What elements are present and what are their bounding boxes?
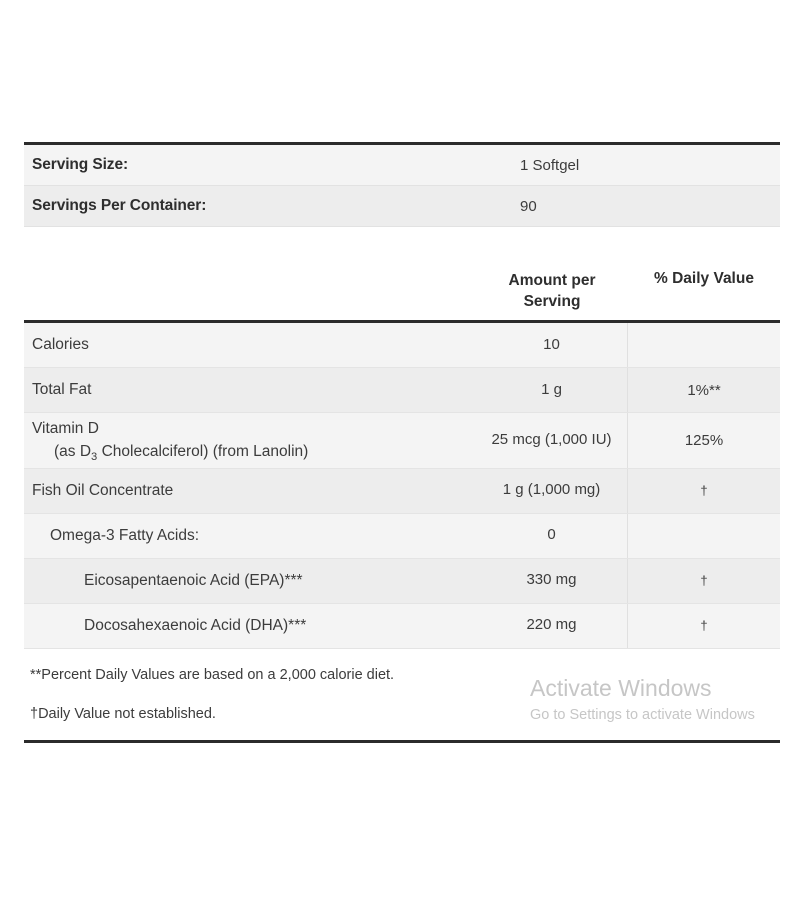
watermark-title: Activate Windows bbox=[530, 675, 712, 701]
amount-total-fat: 1 g bbox=[476, 368, 628, 412]
nutrient-name-total-fat: Total Fat bbox=[32, 381, 92, 399]
watermark-subtitle: Go to Settings to activate Windows bbox=[530, 706, 755, 723]
vitamin-d-subscript: 3 bbox=[91, 451, 98, 464]
daily-value-dha: † bbox=[700, 618, 708, 633]
nutrient-name-vitamin-d bbox=[24, 413, 476, 468]
amount-vitamin-d: 25 mcg (1,000 IU) bbox=[476, 413, 628, 468]
facts-table-header bbox=[24, 252, 780, 323]
servings-per-container-row bbox=[24, 186, 780, 227]
vitamin-d-source-label: (as $D_3$ Cholecalciferol) (from Lanolin) bbox=[54, 443, 309, 464]
table-row bbox=[24, 413, 780, 469]
amount-fish-oil-concentrate: 1 g (1,000 mg) bbox=[476, 469, 628, 513]
servings-per-container-label: Servings Per Container: bbox=[32, 197, 207, 214]
nutrient-name-calories: Calories bbox=[32, 336, 89, 354]
nutrient-name-dha: Docosahexaenoic Acid (DHA)*** bbox=[84, 616, 307, 634]
daily-value-calories bbox=[628, 323, 780, 367]
daily-value-epa: † bbox=[700, 573, 708, 588]
serving-size-value: 1 Softgel bbox=[520, 156, 580, 174]
header-daily-value: % Daily Value bbox=[654, 270, 754, 288]
supplement-facts-table bbox=[24, 252, 780, 743]
amount-calories: 10 bbox=[476, 323, 628, 367]
table-row bbox=[24, 368, 780, 413]
footnote-daily-value-not-established: †Daily Value not established. bbox=[30, 706, 216, 723]
serving-size-row bbox=[24, 145, 780, 186]
amount-epa: 330 mg bbox=[476, 559, 628, 603]
header-amount-per-serving bbox=[476, 271, 628, 320]
table-row bbox=[24, 469, 780, 514]
serving-size-label: Serving Size: bbox=[32, 156, 129, 173]
table-row bbox=[24, 559, 780, 604]
daily-value-omega-3-fatty-acids bbox=[628, 514, 780, 558]
vitamin-d-main-label: Vitamin D bbox=[32, 420, 99, 437]
footnote-percent-daily-value: **Percent Daily Values are based on a 2,000 calorie diet. bbox=[30, 666, 395, 683]
serving-info-table bbox=[24, 142, 780, 227]
servings-per-container-value: 90 bbox=[520, 197, 537, 215]
daily-value-fish-oil-concentrate: † bbox=[700, 483, 708, 498]
header-amount-line1: Amount per bbox=[508, 272, 596, 290]
table-row bbox=[24, 514, 780, 559]
table-row bbox=[24, 323, 780, 368]
amount-dha: 220 mg bbox=[476, 604, 628, 648]
footnotes-section bbox=[24, 649, 780, 744]
nutrient-name-fish-oil-concentrate: Fish Oil Concentrate bbox=[32, 481, 174, 499]
nutrient-name-omega-3-fatty-acids: Omega-3 Fatty Acids: bbox=[50, 526, 200, 544]
header-amount-line2: Serving bbox=[523, 293, 581, 311]
nutrient-name-epa: Eicosapentaenoic Acid (EPA)*** bbox=[84, 571, 303, 589]
amount-omega-3-fatty-acids: 0 bbox=[476, 514, 628, 558]
daily-value-vitamin-d: 125% bbox=[684, 431, 724, 449]
table-row bbox=[24, 604, 780, 649]
daily-value-total-fat: 1%** bbox=[687, 381, 721, 399]
